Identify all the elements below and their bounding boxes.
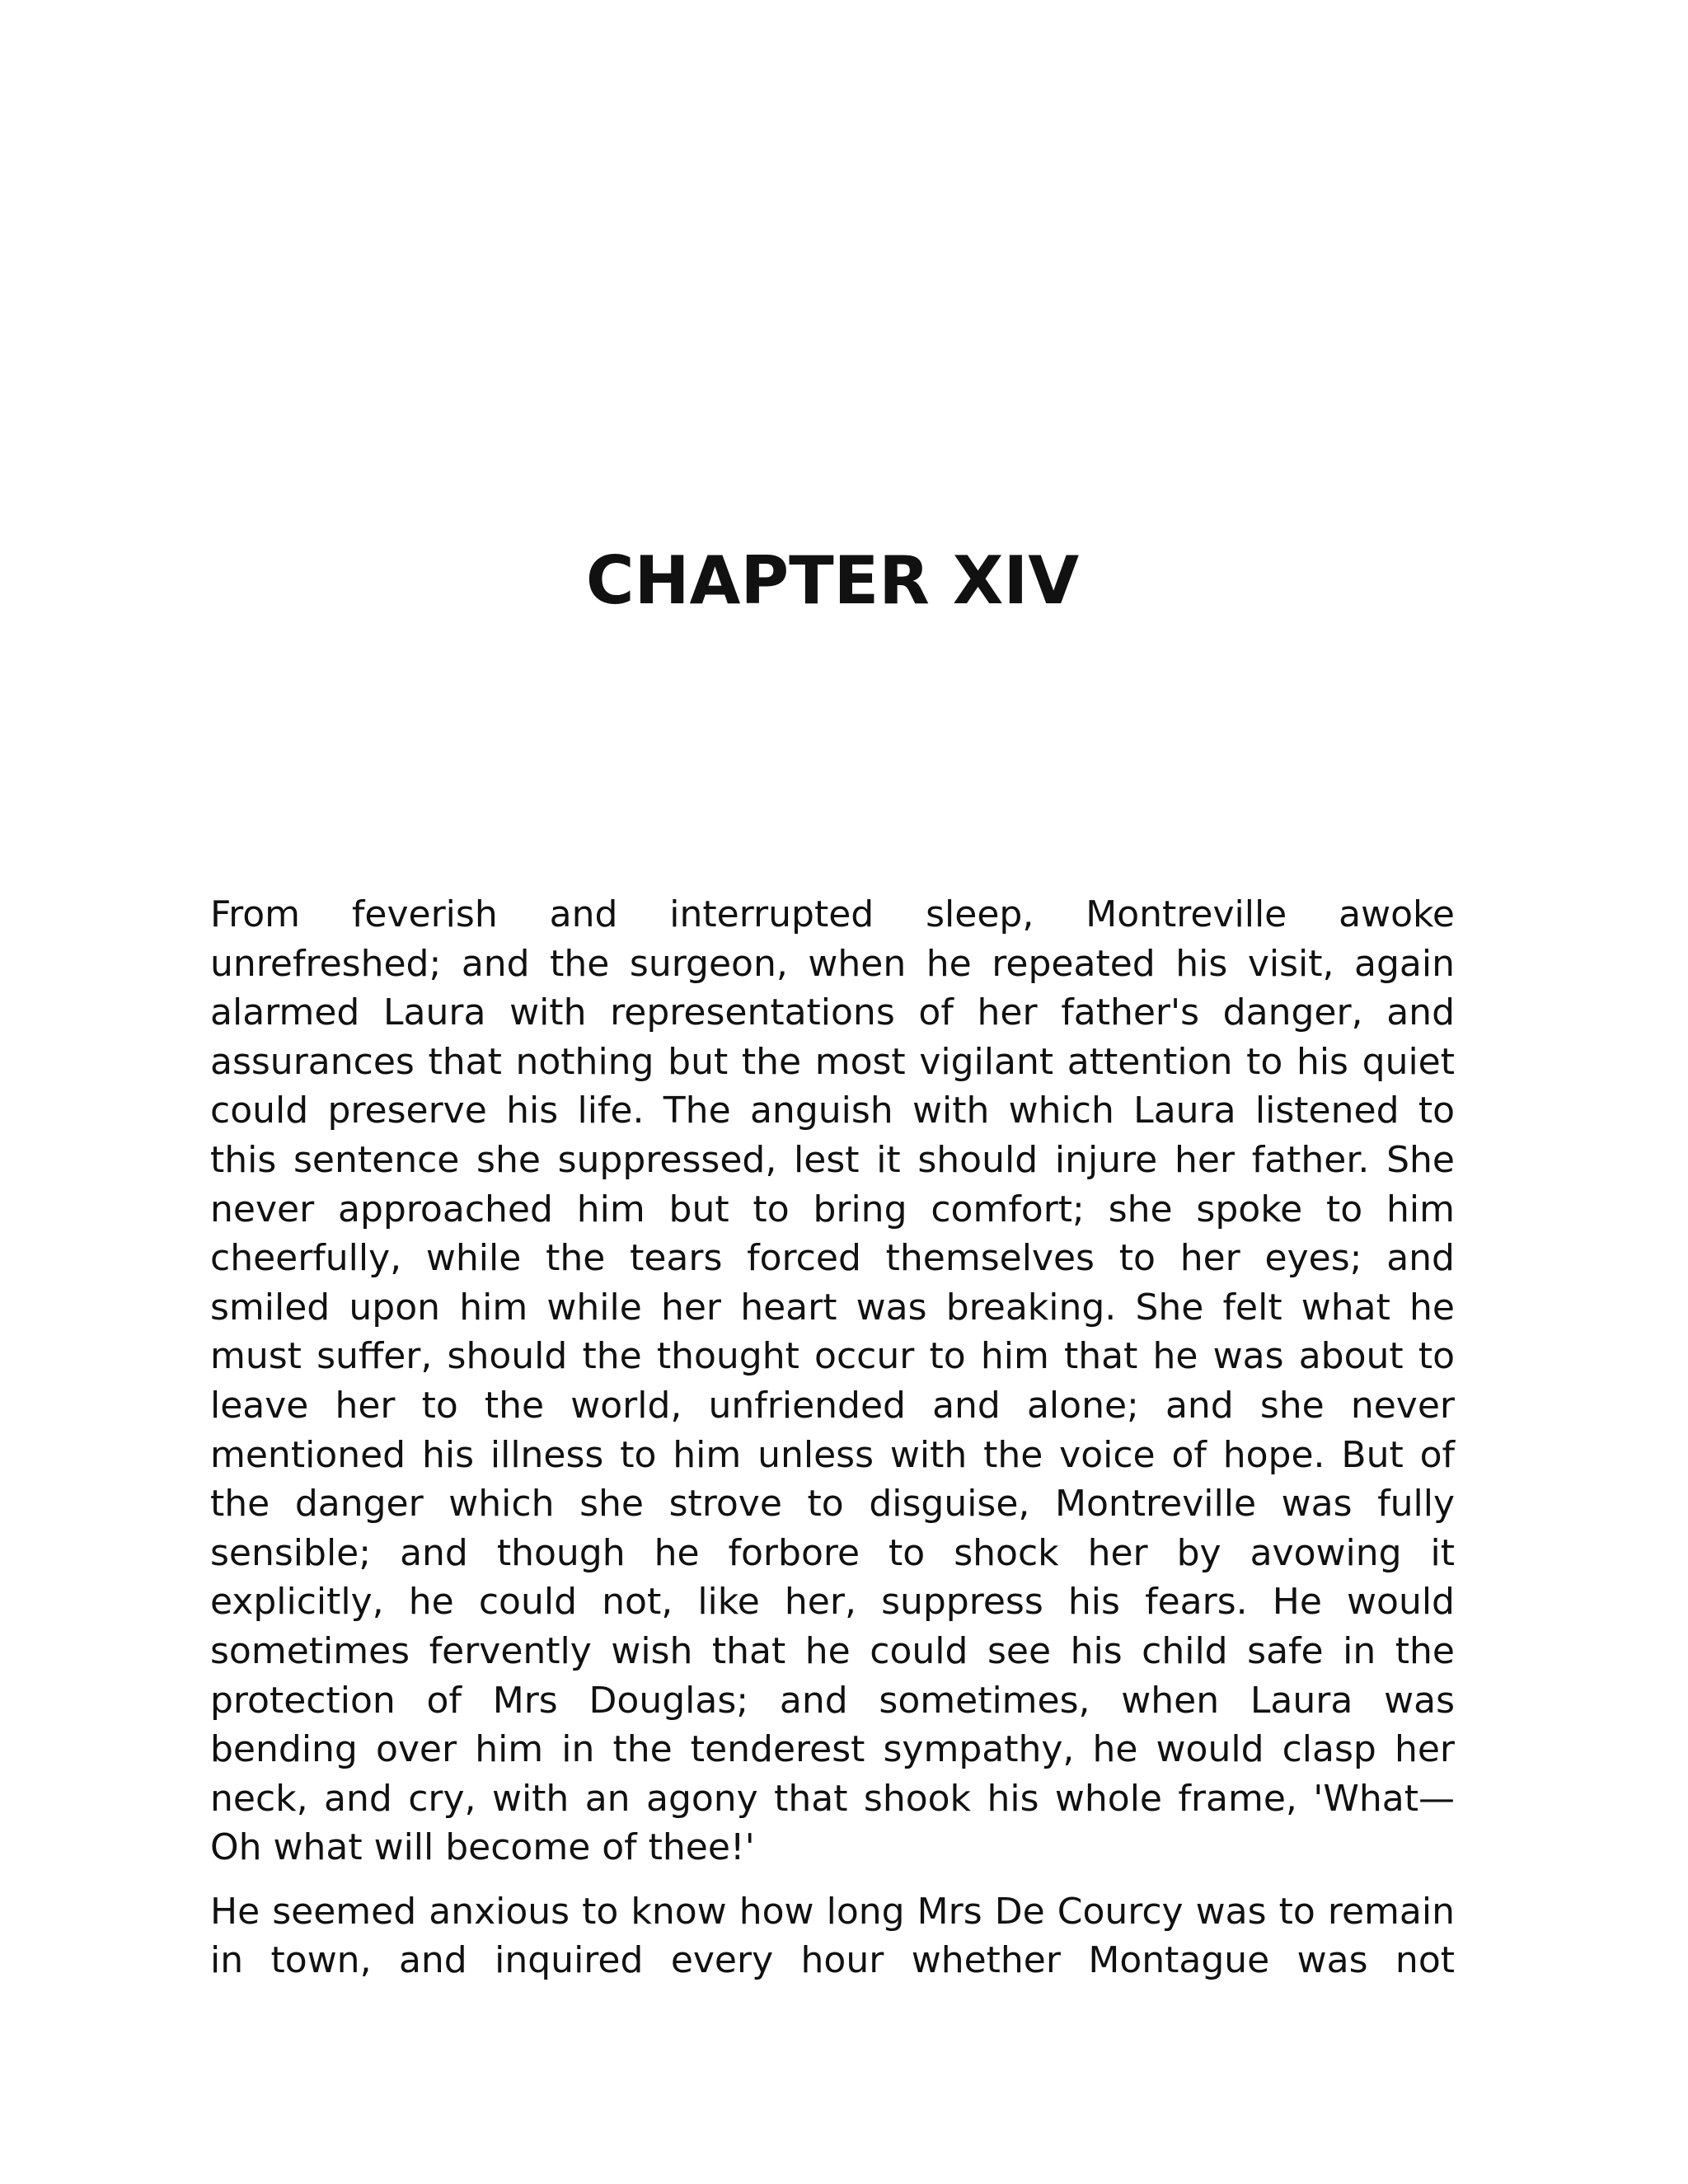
chapter-body [210, 890, 1455, 2000]
paragraph-1: From feverish and interrupted sleep, Montreville awoke unrefreshed; and the surgeon, when he repeated his visit, again alarmed Laura with representations of her father's danger, and assurances that nothing but the most vigilant attention to his quiet could preserve his life. The anguish with which Laura listened to this sentence she suppressed, lest it should injure her father. She never approached him but to bring comfort; she spoke to him cheerfully, while the tears forced themselves to her eyes; and smiled upon him while her heart was breaking. She felt what he must suffer, should the thought occur to him that he was about to leave her to the world, unfriended and alone; and she never mentioned his illness to him unless with the voice of hope. But of the danger which she strove to disguise, Montreville was fully sensible; and though he forbore to shock her by avowing it explicitly, he could not, like her, suppress his fears. He would sometimes fervently wish that he could see his child safe in the protection of Mrs Douglas; and sometimes, when Laura was bending over him in the tenderest sympathy, he would clasp her neck, and cry, with an agony that shook his whole frame, 'What—Oh what will become of thee!' [210, 893, 1455, 1869]
chapter-title: CHAPTER XIV [585, 542, 1080, 619]
paragraph-2: He seemed anxious to know how long Mrs De Courcy was to remain in town, and inquired every hour whether Montague was not [210, 1890, 1455, 1982]
